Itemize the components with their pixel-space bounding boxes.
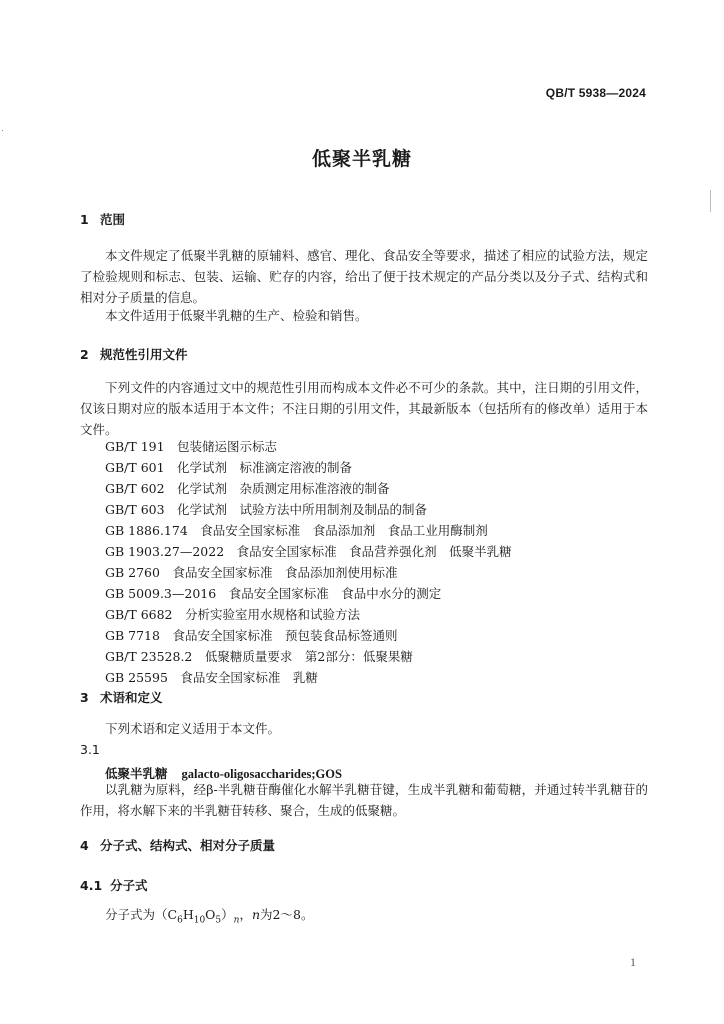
references-intro: 下列文件的内容通过文中的规范性引用而构成本文件必不可少的条款。其中，注日期的引用文件，仅该日期对应的版本适用于本文件；不注日期的引用文件，其最新版本（包括所有的修改单）适用于本文件。 [80, 380, 648, 437]
formula-separator: ， [239, 907, 252, 922]
scope-applicability: 本文件适用于低聚半乳糖的生产、检验和销售。 [105, 308, 368, 323]
subsection-title: 分子式 [110, 878, 148, 893]
document-title: 低聚半乳糖 [311, 148, 412, 170]
scope-paragraph: 本文件规定了低聚半乳糖的原辅料、感官、理化、食品安全等要求，描述了相应的试验方法，规定了检验规则和标志、包装、运输、贮存的内容，给出了便于技术规定的产品分类以及分子式、结构式和相对分子质量的信息。 [80, 248, 648, 305]
reference-item: GB 1886.174 食品安全国家标准 食品添加剂 食品工业用酶制剂 [105, 523, 488, 538]
reference-item: GB 2760 食品安全国家标准 食品添加剂使用标准 [105, 565, 398, 580]
formula-range: 为2～8。 [260, 907, 314, 922]
formula-h: H [182, 907, 194, 922]
formula-h-subscript: 10 [193, 915, 206, 926]
reference-item: GB 1903.27—2022 食品安全国家标准 食品营养强化剂 低聚半乳糖 [105, 544, 512, 559]
reference-item: GB/T 6682 分析实验室用水规格和试验方法 [105, 607, 361, 622]
term-chinese: 低聚半乳糖 [105, 766, 168, 781]
section-number: 4 [80, 838, 89, 853]
formula-n-subscript: n [233, 915, 240, 926]
term-english: galacto-oligosaccharides;GOS [181, 767, 342, 781]
term-definition: 以乳糖为原料，经β-半乳糖苷酶催化水解半乳糖苷键，生成半乳糖和葡萄糖，并通过转半乳糖苷的作用，将水解下来的半乳糖苷转移、聚合，生成的低聚糖。 [80, 782, 648, 818]
reference-item: GB 5009.3—2016 食品安全国家标准 食品中水分的测定 [105, 586, 442, 601]
section-title: 规范性引用文件 [100, 347, 188, 362]
standard-code: QB/T 5938—2024 [545, 86, 646, 100]
formula-prefix: 分子式为（C [105, 907, 178, 922]
reference-item: GB/T 603 化学试剂 试验方法中所用制剂及制品的制备 [105, 502, 428, 517]
binding-mark [710, 190, 711, 212]
section-1-heading [80, 210, 125, 228]
section-title: 范围 [100, 212, 126, 227]
reference-item: GB/T 23528.2 低聚糖质量要求 第2部分：低聚果糖 [105, 649, 413, 664]
formula-o-subscript: 5 [215, 915, 222, 926]
section-number: 2 [80, 347, 89, 362]
term-number: 3.1 [80, 742, 100, 757]
reference-item: GB 25595 食品安全国家标准 乳糖 [105, 670, 318, 685]
formula-c-subscript: 6 [177, 915, 183, 926]
molecular-formula [105, 904, 645, 932]
subsection-number: 4.1 [80, 878, 103, 893]
reference-item: GB 7718 食品安全国家标准 预包装食品标签通则 [105, 628, 398, 643]
page-number: 1 [630, 955, 636, 969]
reference-item: GB/T 602 化学试剂 杂质测定用标准溶液的制备 [105, 481, 390, 496]
reference-item: GB/T 191 包装储运图示标志 [105, 439, 278, 454]
binding-mark [2, 130, 3, 131]
section-3-heading [80, 688, 163, 706]
section-title: 分子式、结构式、相对分子质量 [100, 838, 276, 853]
formula-o: O [205, 907, 216, 922]
section-number: 1 [80, 212, 89, 227]
section-4-heading [80, 836, 275, 854]
formula-n: n [251, 907, 261, 922]
formula-close: ） [221, 907, 234, 922]
subsection-4-1-heading [80, 876, 148, 894]
section-title: 术语和定义 [100, 690, 163, 705]
terms-intro: 下列术语和定义适用于本文件。 [105, 721, 281, 736]
section-2-heading [80, 345, 188, 363]
section-number: 3 [80, 690, 89, 705]
reference-item: GB/T 601 化学试剂 标准滴定溶液的制备 [105, 460, 353, 475]
